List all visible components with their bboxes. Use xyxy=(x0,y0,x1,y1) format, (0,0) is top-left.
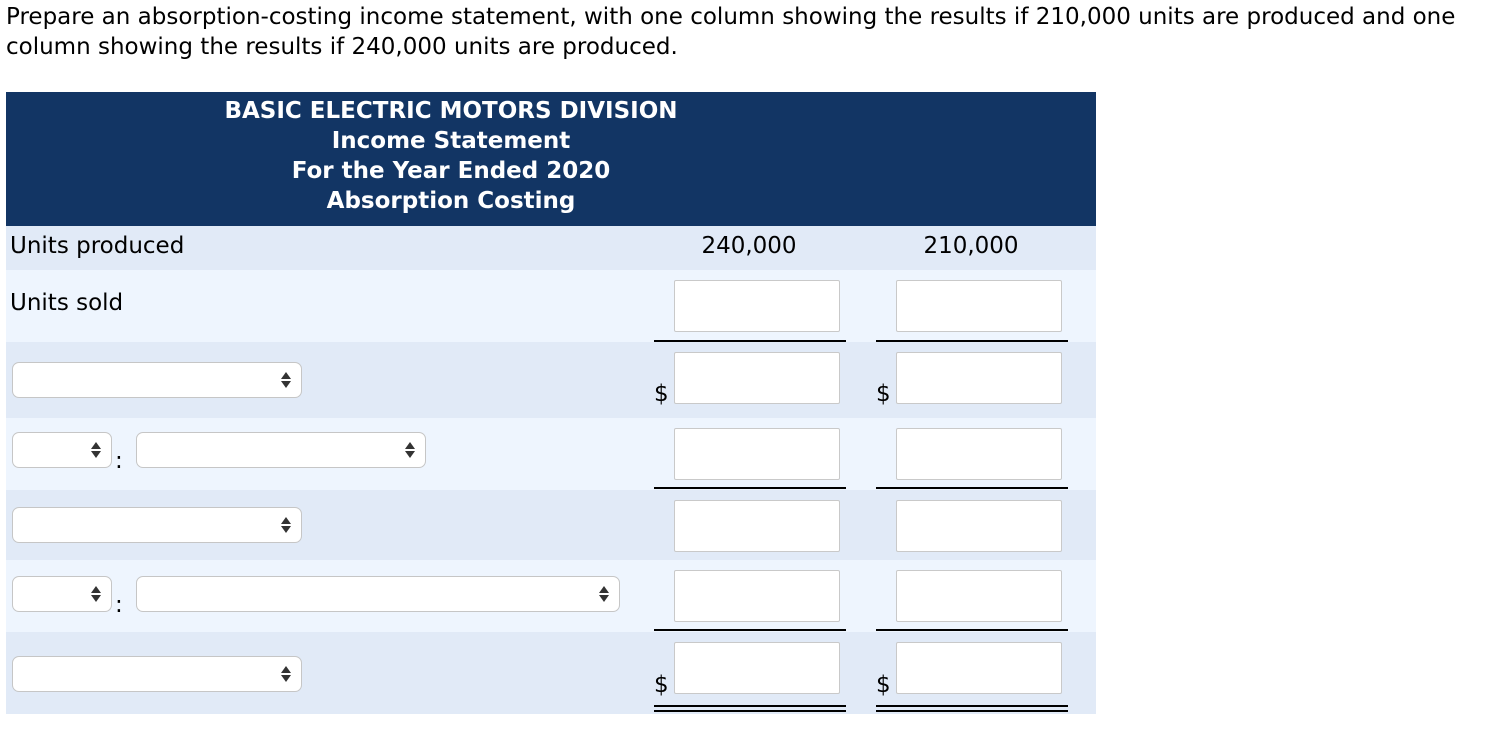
units-produced-label: Units produced xyxy=(10,233,185,259)
row2-colon: : xyxy=(115,448,123,474)
company-name: BASIC ELECTRIC MOTORS DIVISION xyxy=(224,98,678,124)
row5-input-col2[interactable] xyxy=(896,642,1062,694)
row4-input-col1[interactable] xyxy=(674,570,840,622)
row3-input-col1[interactable] xyxy=(674,500,840,552)
row2-input-col1[interactable] xyxy=(674,428,840,480)
question-prompt: Prepare an absorption-costing income statement, with one column showing the results if 210,000 units are produced and one column showing the results if 240,000 units are produced. xyxy=(6,4,1456,60)
row1-input-col1[interactable] xyxy=(674,352,840,404)
row2-input-col2[interactable] xyxy=(896,428,1062,480)
row5-account-select[interactable] xyxy=(12,656,302,692)
row5-dollar-col1: $ xyxy=(654,672,669,698)
statement-row-1 xyxy=(6,342,1096,418)
statement-header xyxy=(6,92,1096,226)
statement-row-4 xyxy=(6,560,1096,632)
row2-rule-col2 xyxy=(876,487,1068,489)
select-arrows-icon xyxy=(90,440,102,460)
row2-account-select[interactable] xyxy=(136,432,426,468)
row5-input-col1[interactable] xyxy=(674,642,840,694)
statement-period: For the Year Ended 2020 xyxy=(291,158,611,184)
statement-row-5 xyxy=(6,632,1096,714)
row5-dollar-col2: $ xyxy=(876,672,891,698)
units-produced-row xyxy=(6,226,1096,270)
units-sold-label: Units sold xyxy=(10,290,124,316)
row4-rule-col2 xyxy=(876,629,1068,631)
units-produced-col1: 240,000 xyxy=(701,233,797,259)
select-arrows-icon xyxy=(598,584,610,604)
select-arrows-icon xyxy=(404,440,416,460)
costing-method: Absorption Costing xyxy=(326,188,576,214)
row2-rule-col1 xyxy=(654,487,846,489)
statement-title: Income Statement xyxy=(331,128,571,154)
row1-dollar-col1: $ xyxy=(654,381,669,407)
row4-account-select[interactable] xyxy=(136,576,620,612)
statement-row-3 xyxy=(6,490,1096,560)
row2-operator-select[interactable] xyxy=(12,432,112,468)
statement-row-2 xyxy=(6,418,1096,490)
row1-account-select[interactable] xyxy=(12,362,302,398)
units-sold-input-col1[interactable] xyxy=(674,280,840,332)
row3-account-select[interactable] xyxy=(12,507,302,543)
units-produced-col2: 210,000 xyxy=(923,233,1019,259)
row5-double-rule-col2 xyxy=(876,705,1068,712)
row4-input-col2[interactable] xyxy=(896,570,1062,622)
units-sold-row xyxy=(6,270,1096,342)
units-sold-input-col2[interactable] xyxy=(896,280,1062,332)
row1-dollar-col2: $ xyxy=(876,381,891,407)
select-arrows-icon xyxy=(280,664,292,684)
select-arrows-icon xyxy=(90,584,102,604)
row4-colon: : xyxy=(115,592,123,618)
row5-double-rule-col1 xyxy=(654,705,846,712)
select-arrows-icon xyxy=(280,370,292,390)
row1-input-col2[interactable] xyxy=(896,352,1062,404)
select-arrows-icon xyxy=(280,515,292,535)
income-statement-table xyxy=(6,92,1096,714)
row4-rule-col1 xyxy=(654,629,846,631)
row4-operator-select[interactable] xyxy=(12,576,112,612)
row3-input-col2[interactable] xyxy=(896,500,1062,552)
